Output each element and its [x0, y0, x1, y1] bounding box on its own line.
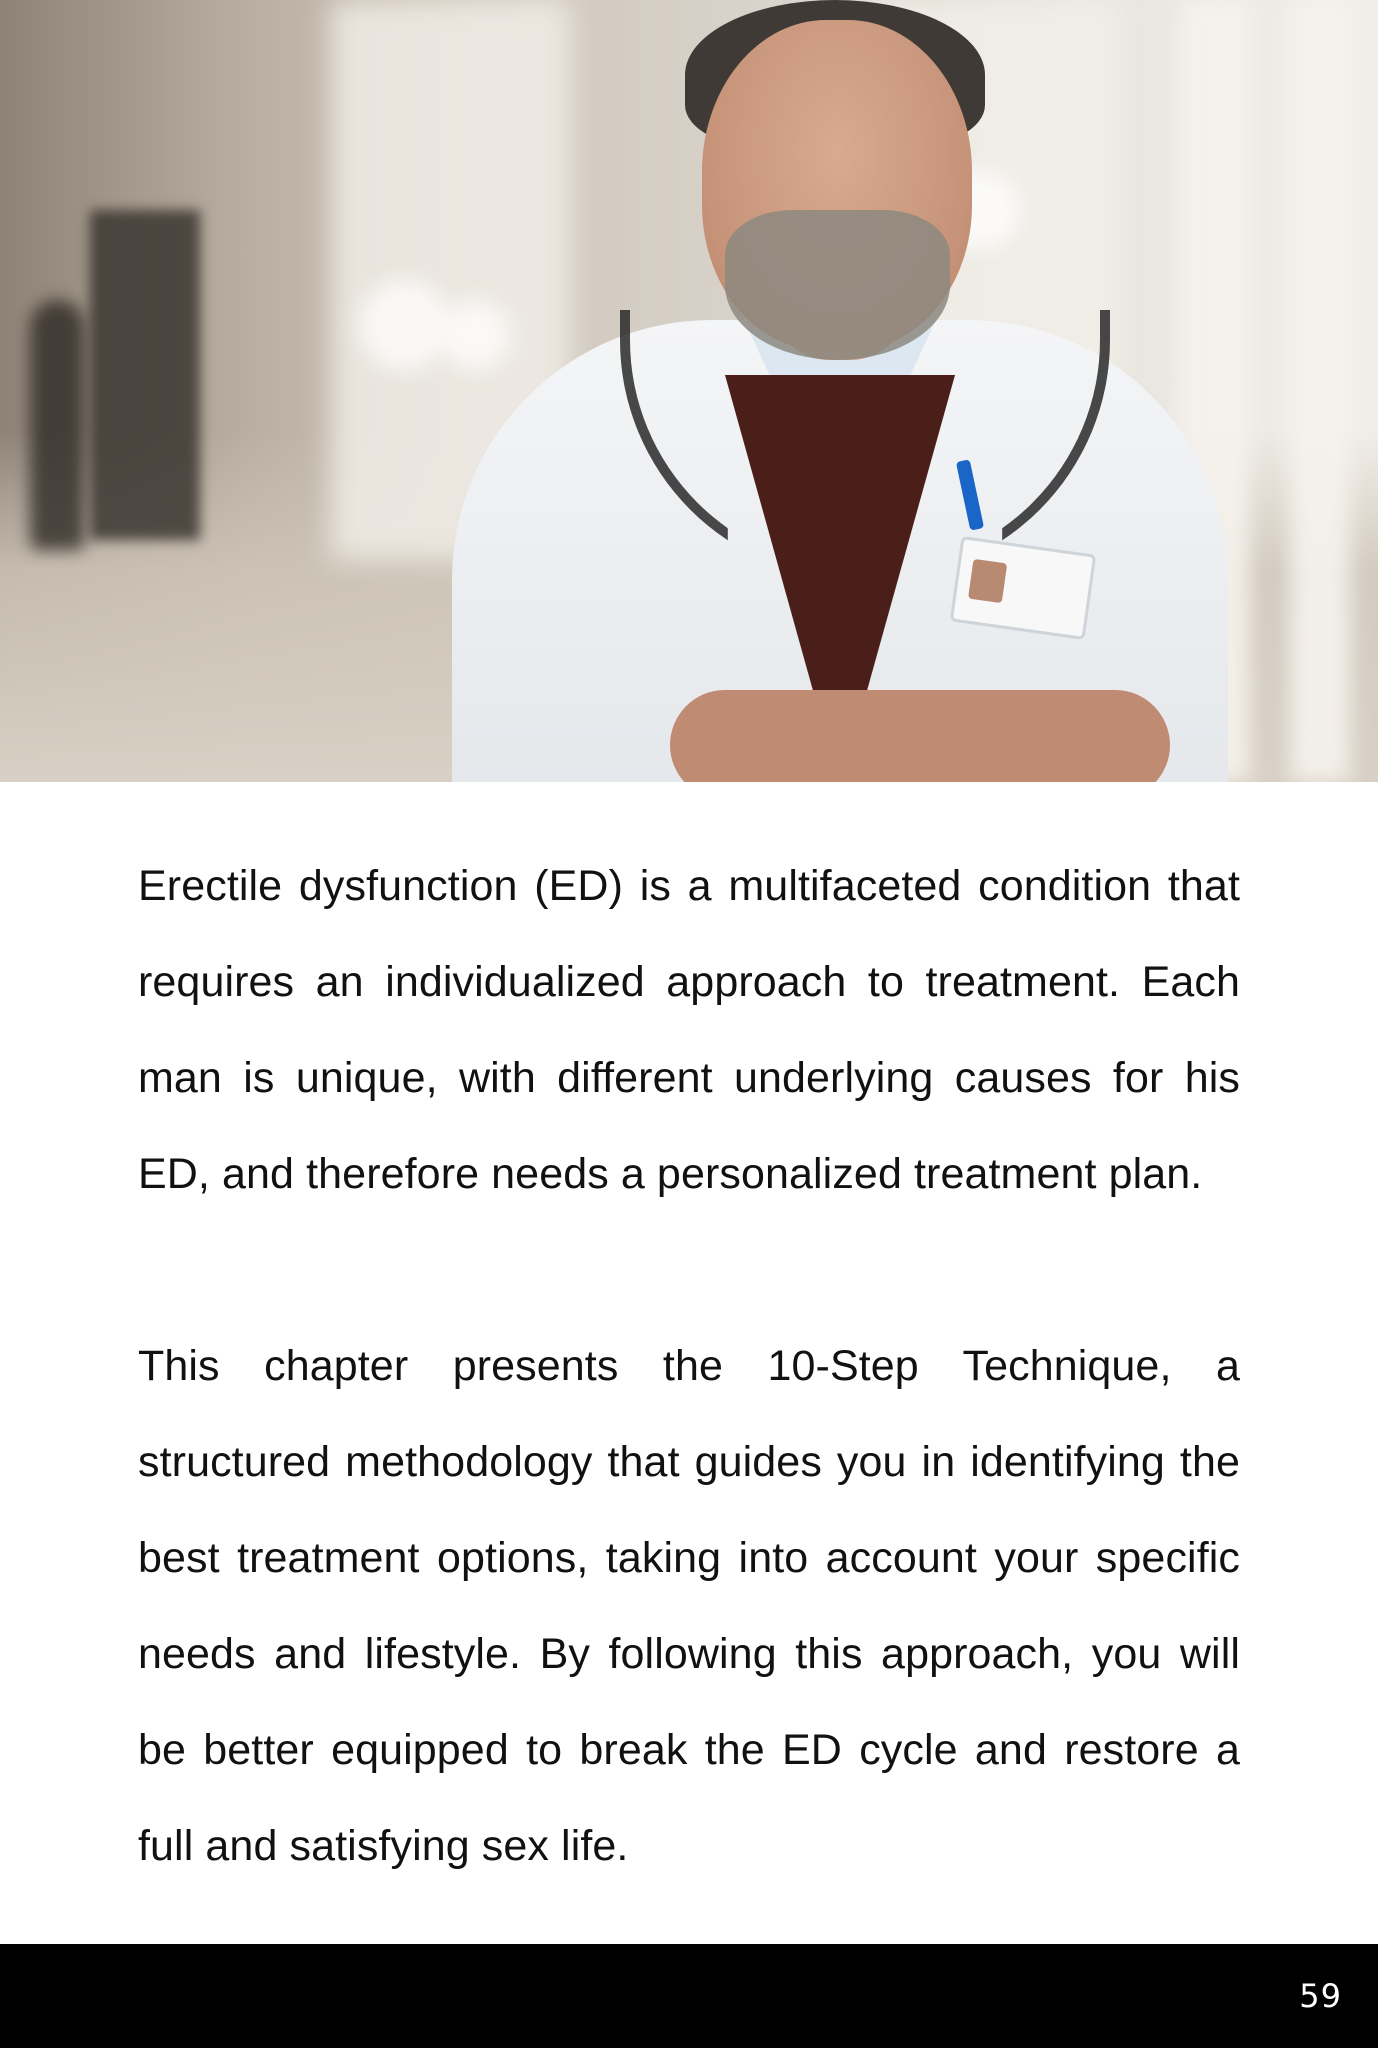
doctor-photo — [0, 0, 1378, 782]
photo-doorway — [90, 210, 200, 540]
body-text — [138, 838, 1240, 1894]
badge-photo — [968, 559, 1007, 603]
page-number: 59 — [1299, 1977, 1342, 2015]
doctor-figure — [440, 0, 1240, 782]
paragraph-intro: Erectile dysfunction (ED) is a multifaceted condition that requires an individualized approach to treatment. Each man is unique, with different underlying causes for his ED, and therefore needs a personalized treatment plan. — [138, 862, 1240, 1198]
beard — [725, 210, 950, 360]
photo-bokeh — [360, 280, 450, 370]
crossed-arms — [670, 690, 1170, 782]
page-footer — [0, 1944, 1378, 2048]
photo-pillar — [1290, 0, 1350, 782]
photo-background-person — [30, 300, 85, 550]
paragraph-chapter-overview: This chapter presents the 10-Step Technique, a structured methodology that guides you in identifying the best treatment options, taking into account your specific needs and lifestyle. By following this approach, you will be better equipped to break the ED cycle and restore a full and satisfying sex life. — [138, 1342, 1240, 1870]
